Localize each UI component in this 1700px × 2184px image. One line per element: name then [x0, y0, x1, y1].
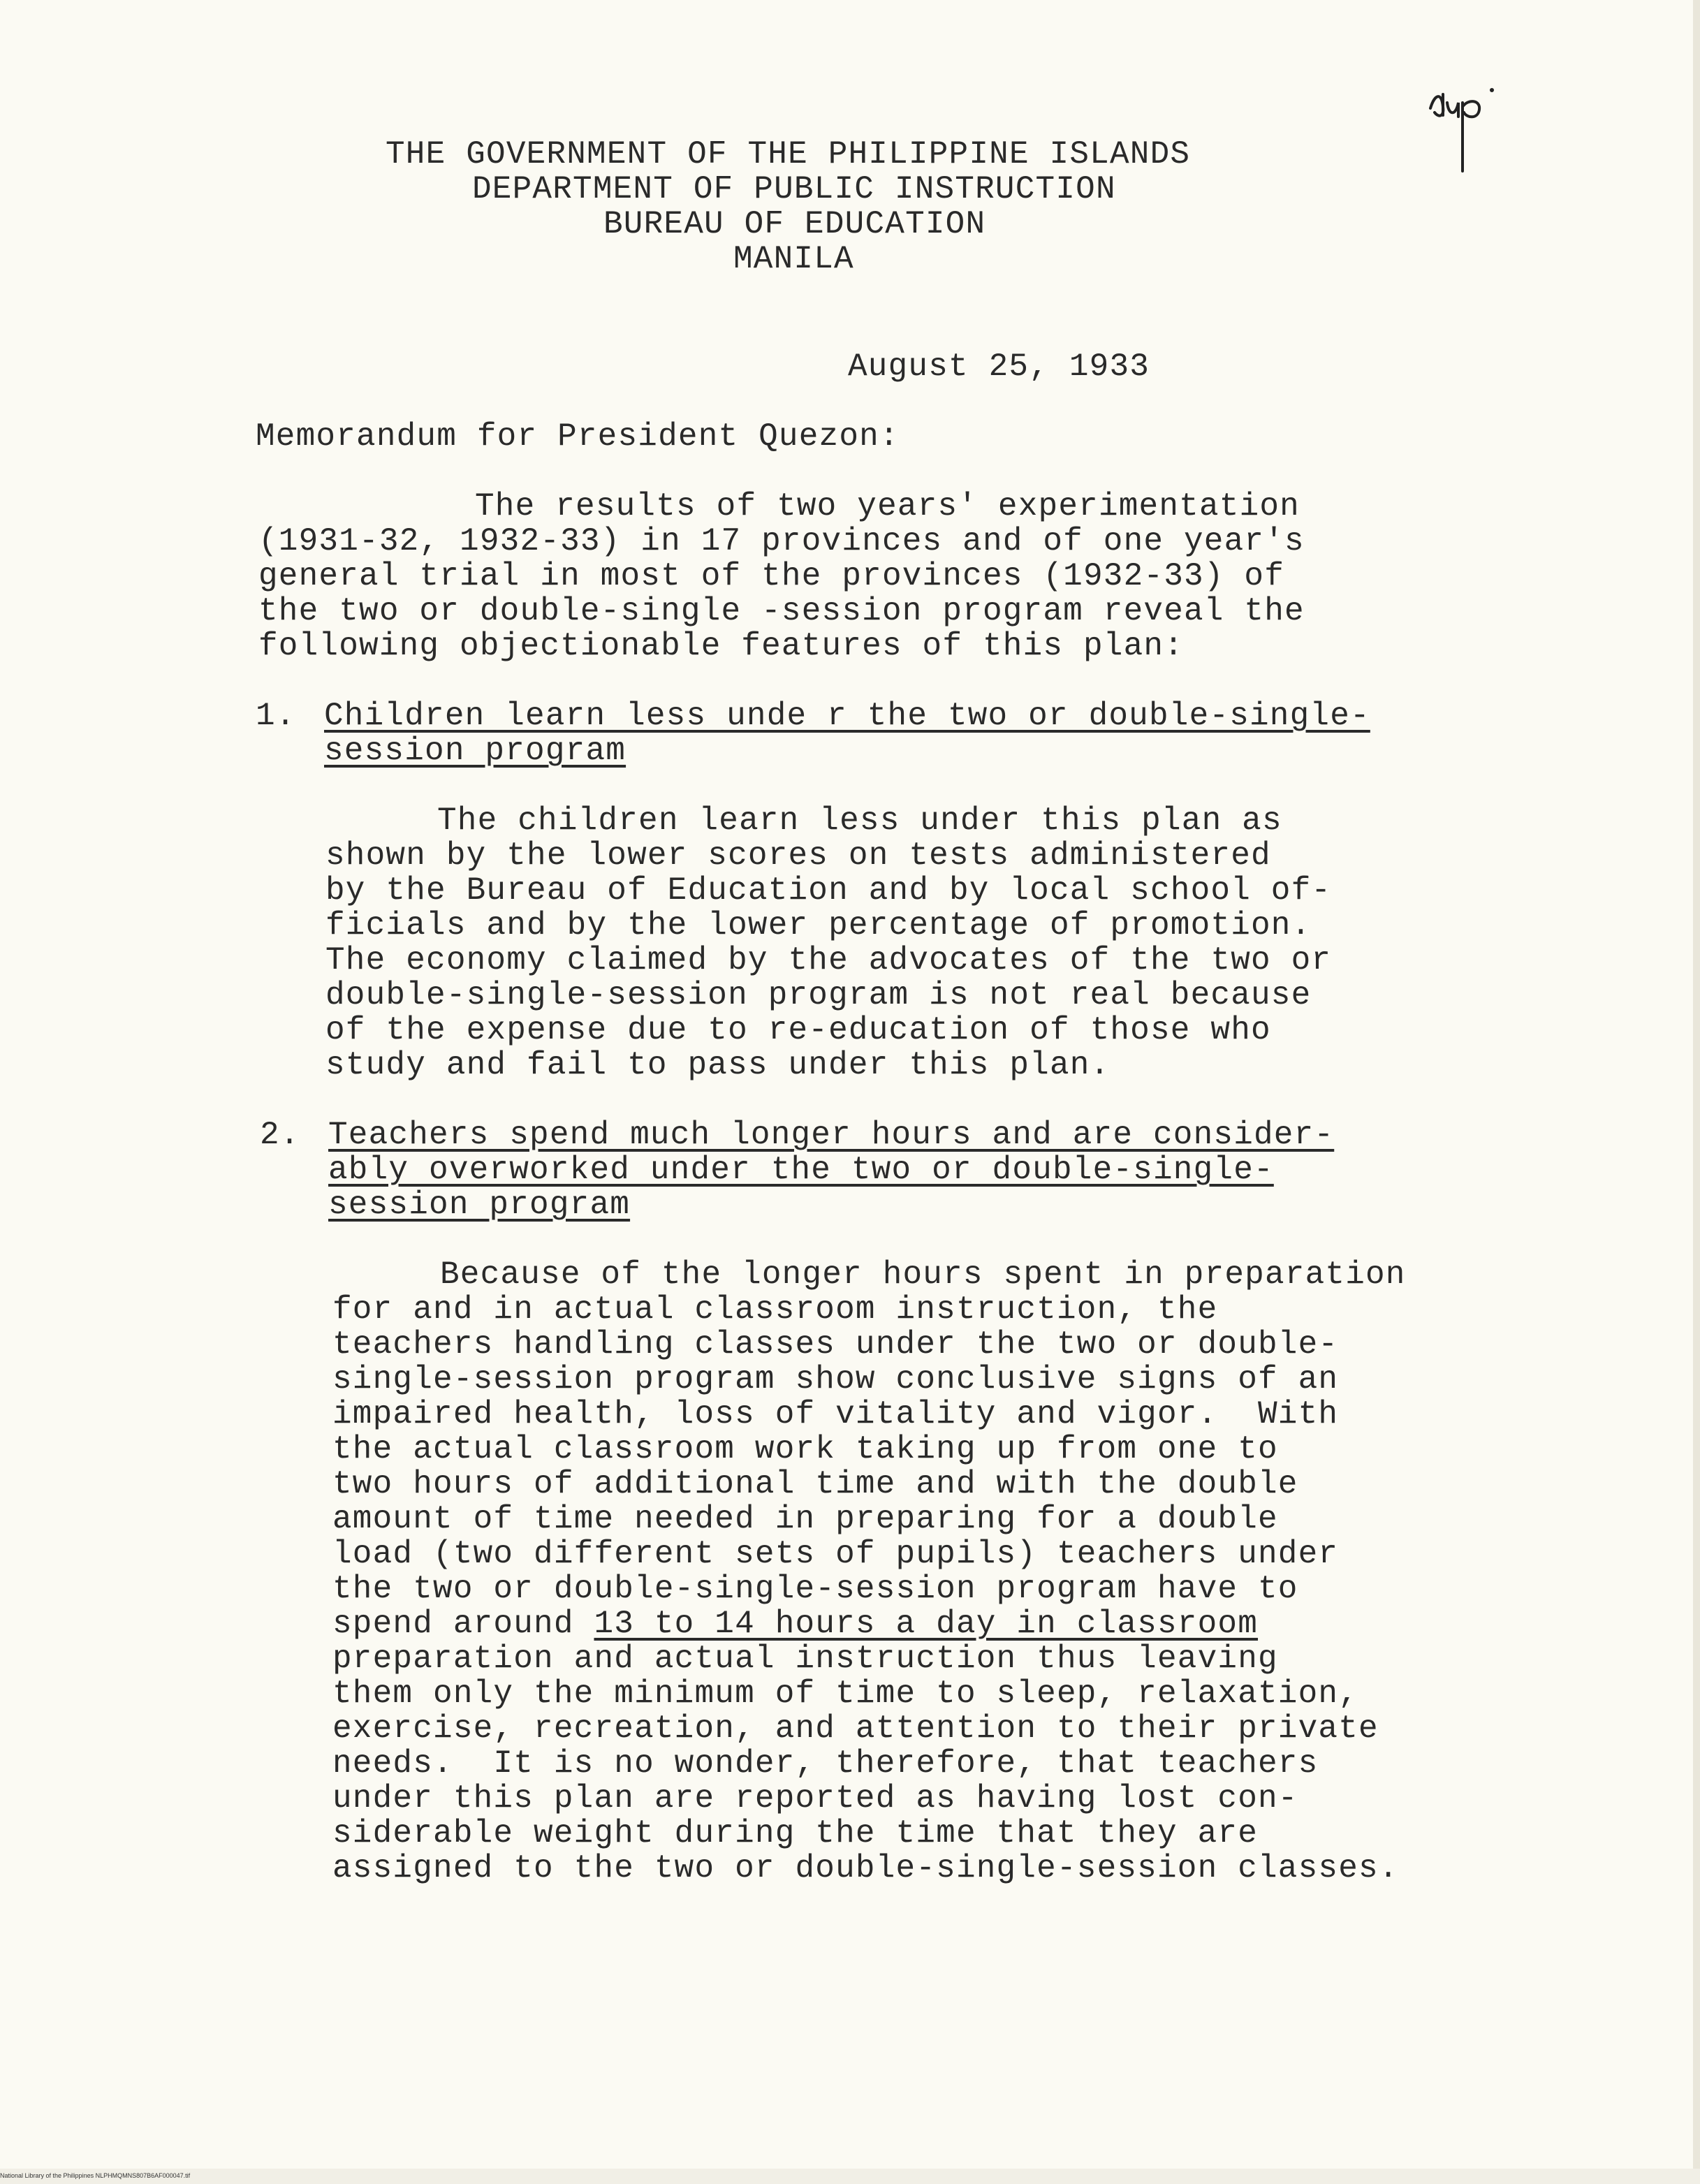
section-2-body-line: load (two different sets of pupils) teachers under [332, 1536, 1339, 1572]
scan-edge [1693, 0, 1700, 2184]
section-2-body-line: impaired health, loss of vitality and vigor. With [332, 1396, 1339, 1432]
section-2-body-line: preparation and actual instruction thus leaving [332, 1641, 1278, 1677]
intro-line: the two or double-single -session program reveal the [258, 593, 1305, 629]
section-1-body-line: The economy claimed by the advocates of the two or [325, 942, 1332, 979]
intro-line: The results of two years' experimentation [475, 488, 1300, 525]
intro-line: following objectionable features of this plan: [258, 628, 1185, 664]
section-2-body-line: teachers handling classes under the two or double- [332, 1326, 1339, 1363]
section-1-body-line: The children learn less under this plan as [437, 802, 1282, 839]
section-2-body-line: for and in actual classroom instruction, the [332, 1291, 1218, 1328]
section-2-body-line: them only the minimum of time to sleep, relaxation, [332, 1676, 1359, 1712]
section-1-body-line: ficials and by the lower percentage of promotion. [325, 907, 1312, 944]
section-1-body-line: shown by the lower scores on tests administered [325, 837, 1271, 874]
section-2-body-line: siderable weight during the time that they are [332, 1815, 1259, 1852]
section-1-body-line: of the expense due to re-education of those who [325, 1012, 1271, 1048]
section-2-body-line: the actual classroom work taking up from one to [332, 1431, 1278, 1467]
section-1-body-line: by the Bureau of Education and by local school of- [325, 872, 1332, 909]
section-2-heading: Teachers spend much longer hours and are consider- [328, 1117, 1335, 1153]
intro-line: (1931-32, 1932-33) in 17 provinces and of one year's [258, 523, 1305, 559]
section-2-body-line: single-session program show conclusive signs of an [332, 1361, 1339, 1398]
section-2-body-line: the two or double-single-session program have to [332, 1571, 1298, 1607]
section-1-body-line: double-single-session program is not real because [325, 977, 1312, 1013]
section-2-body-line: needs. It is no wonder, therefore, that teachers [332, 1745, 1319, 1782]
section-1-heading: session program [324, 733, 626, 769]
section-2-heading: session program [328, 1187, 631, 1223]
header-line-4: MANILA [733, 241, 854, 277]
header-line-1: THE GOVERNMENT OF THE PHILIPPINE ISLANDS [386, 136, 1191, 173]
section-2-number: 2. [260, 1117, 300, 1153]
section-2-body-line: Because of the longer hours spent in preparation [440, 1256, 1406, 1293]
intro-line: general trial in most of the provinces (1932-33) of [258, 558, 1285, 594]
section-2-body-line: exercise, recreation, and attention to their private [332, 1710, 1379, 1747]
salutation: Memorandum for President Quezon: [256, 418, 900, 455]
section-2-body-line: under this plan are reported as having lost con- [332, 1780, 1298, 1817]
section-2-body-line: assigned to the two or double-single-session classes. [332, 1850, 1399, 1886]
section-1-heading: Children learn less unde r the two or double-single- [324, 698, 1370, 734]
highlight-prefix: spend around [332, 1606, 594, 1642]
highlight-text: 13 to 14 hours a day in classroom [594, 1606, 1259, 1642]
handwritten-annotation [1425, 66, 1516, 178]
header-line-2: DEPARTMENT OF PUBLIC INSTRUCTION [472, 171, 1116, 207]
scan-footer: National Library of the Philippines NLPHMQMNS807B6AF000047.tif [0, 2172, 191, 2179]
section-2-body-line: amount of time needed in preparing for a double [332, 1501, 1278, 1537]
section-1-number: 1. [256, 698, 296, 734]
header-line-3: BUREAU OF EDUCATION [603, 206, 986, 242]
section-1-body-line: study and fail to pass under this plan. [325, 1047, 1111, 1083]
section-2-body-line: two hours of additional time and with the double [332, 1466, 1298, 1502]
date: August 25, 1933 [848, 349, 1150, 385]
section-2-heading: ably overworked under the two or double-single- [328, 1152, 1274, 1188]
section-2-highlight-line [332, 1606, 1258, 1641]
